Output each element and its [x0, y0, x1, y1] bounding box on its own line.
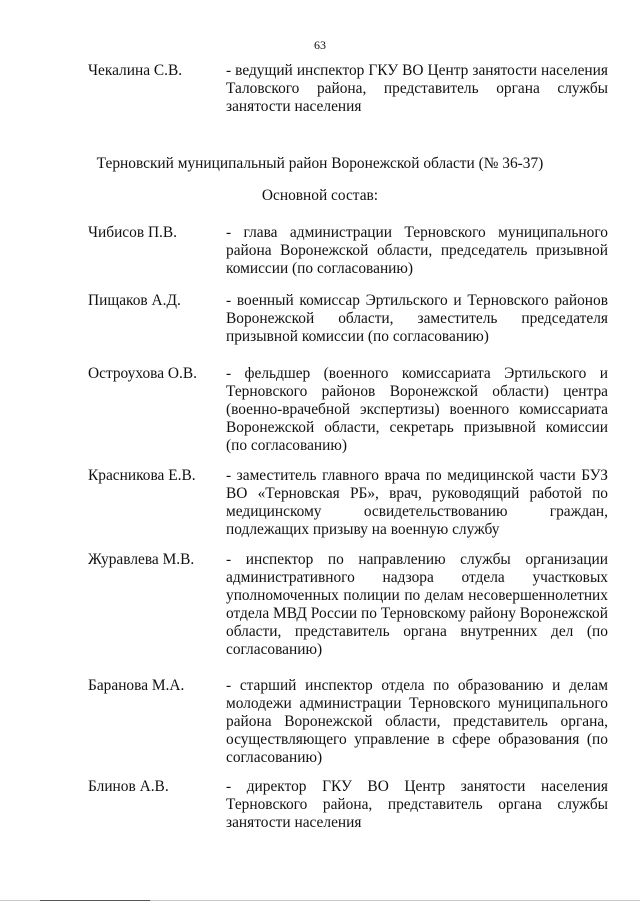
member-description: - заместитель главного врача по медицинской части БУЗ ВО «Терновская РБ», врач, руководящий работой по медицинскому освидетельствованию граждан, подлежащих призыву на военную службу	[226, 467, 608, 538]
member-description: - директор ГКУ ВО Центр занятости населения Терновского района, представитель органа службы занятости населения	[226, 778, 608, 831]
member-name: Чекалина С.В.	[88, 62, 183, 79]
member-name: Блинов А.В.	[88, 778, 169, 795]
member-name: Красникова Е.В.	[88, 467, 196, 484]
section-heading: Основной состав:	[261, 187, 379, 204]
member-description: - фельдшер (военного комиссариата Эртильского и Терновского районов Воронежской области) центра (военно-врачебной экспертизы) военного комиссариата Воронежской области, секретарь призывной комиссии (по согласованию)	[226, 365, 608, 454]
member-description: - военный комиссар Эртильского и Терновского районов Воронежской области, заместитель председателя призывной комиссии (по согласованию)	[226, 292, 608, 345]
page-number: 63	[314, 38, 326, 52]
member-name: Чибисов П.В.	[88, 224, 178, 241]
district-heading: Терновский муниципальный район Воронежской области (№ 36-37)	[96, 155, 544, 172]
member-description: - глава администрации Терновского муниципального района Воронежской области, председатель призывной комиссии (по согласованию)	[226, 224, 608, 277]
member-description: - ведущий инспектор ГКУ ВО Центр занятости населения Таловского района, представитель органа службы занятости населения	[226, 62, 608, 115]
member-description: - инспектор по направлению службы организации административного надзора отдела участковых уполномоченных полиции по делам несовершеннолетних отдела МВД России по Терновскому району Воронежской области, представитель органа внутренних дел (по согласованию)	[226, 551, 608, 658]
member-name: Пищаков А.Д.	[88, 292, 181, 309]
footer-divider-accent	[40, 900, 150, 901]
member-description: - старший инспектор отдела по образованию и делам молодежи администрации Терновского муниципального района Воронежской области, представитель органа, осуществляющего управление в сфере образования (по согласованию)	[226, 677, 608, 766]
member-name: Журавлева М.В.	[88, 551, 195, 568]
member-name: Остроухова О.В.	[88, 365, 197, 382]
member-name: Баранова М.А.	[88, 677, 185, 694]
